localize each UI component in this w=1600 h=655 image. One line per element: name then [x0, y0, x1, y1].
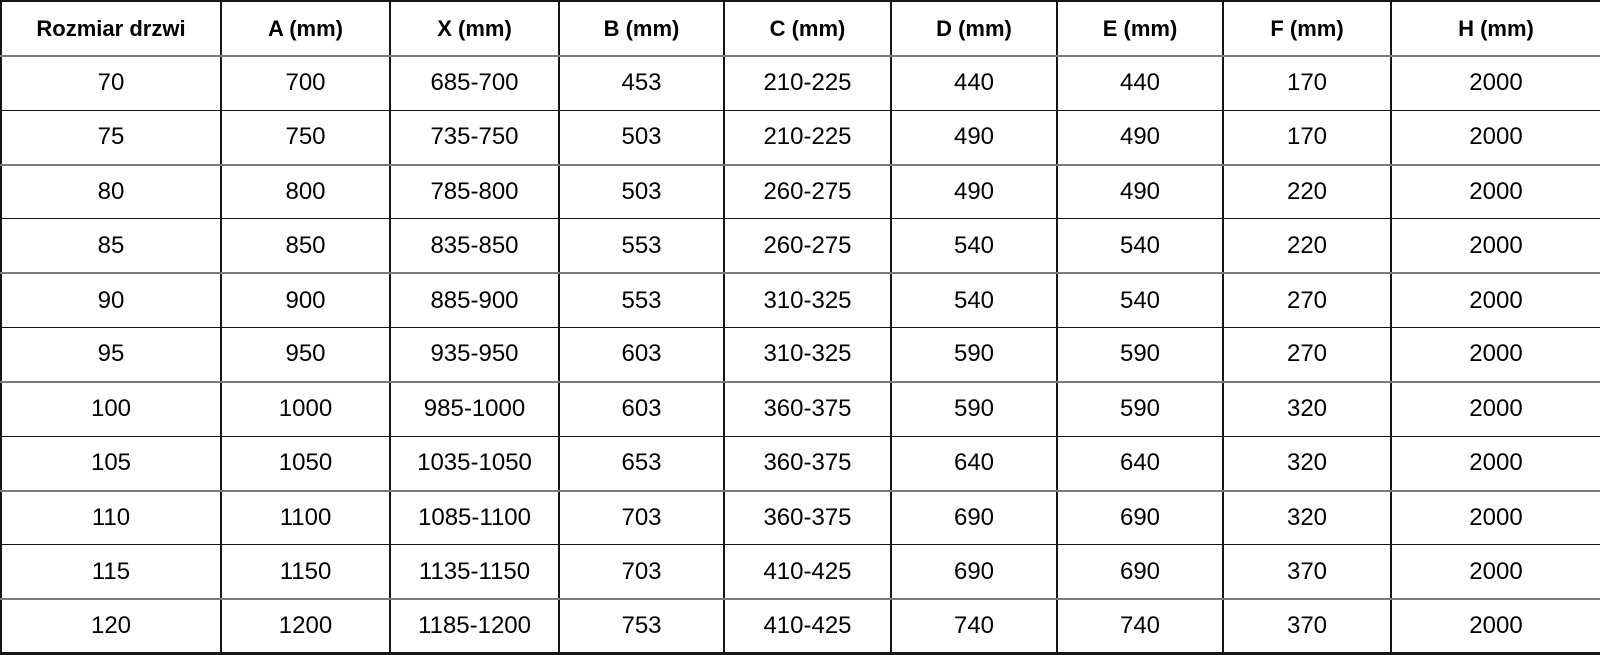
table-cell: 1185-1200	[390, 599, 559, 653]
table-row	[1, 56, 1600, 110]
table-cell: 410-425	[724, 545, 891, 599]
table-cell: 690	[891, 545, 1057, 599]
table-cell: 490	[1057, 110, 1223, 164]
table-cell: 1050	[221, 436, 390, 490]
table-cell: 740	[891, 599, 1057, 653]
column-header-d-mm: D (mm)	[891, 1, 1057, 56]
table-cell: 690	[1057, 545, 1223, 599]
table-cell: 690	[891, 491, 1057, 545]
table-cell: 2000	[1391, 219, 1600, 273]
table-cell: 590	[891, 382, 1057, 436]
table-cell: 553	[559, 219, 724, 273]
table-cell: 703	[559, 491, 724, 545]
table-row	[1, 545, 1600, 599]
table-cell: 1035-1050	[390, 436, 559, 490]
table-cell: 2000	[1391, 273, 1600, 327]
table-cell: 740	[1057, 599, 1223, 653]
table-cell: 2000	[1391, 545, 1600, 599]
table-cell: 490	[1057, 165, 1223, 219]
table-cell: 900	[221, 273, 390, 327]
table-cell: 260-275	[724, 165, 891, 219]
table-cell: 453	[559, 56, 724, 110]
table-cell: 75	[1, 110, 221, 164]
table-cell: 95	[1, 328, 221, 382]
table-cell: 410-425	[724, 599, 891, 653]
table-cell: 735-750	[390, 110, 559, 164]
table-cell: 490	[891, 110, 1057, 164]
table-cell: 320	[1223, 491, 1391, 545]
table-cell: 690	[1057, 491, 1223, 545]
table-cell: 590	[1057, 382, 1223, 436]
table-cell: 85	[1, 219, 221, 273]
table-cell: 850	[221, 219, 390, 273]
table-cell: 320	[1223, 436, 1391, 490]
table-cell: 115	[1, 545, 221, 599]
table-row	[1, 165, 1600, 219]
table-cell: 540	[1057, 219, 1223, 273]
table-cell: 2000	[1391, 599, 1600, 653]
table-cell: 2000	[1391, 436, 1600, 490]
table-cell: 310-325	[724, 273, 891, 327]
column-header-rozmiar-drzwi: Rozmiar drzwi	[1, 1, 221, 56]
table-row	[1, 273, 1600, 327]
table-cell: 105	[1, 436, 221, 490]
table-cell: 2000	[1391, 328, 1600, 382]
column-header-x-mm: X (mm)	[390, 1, 559, 56]
table-cell: 360-375	[724, 382, 891, 436]
table-cell: 440	[1057, 56, 1223, 110]
table-cell: 80	[1, 165, 221, 219]
table-cell: 440	[891, 56, 1057, 110]
table-cell: 750	[221, 110, 390, 164]
table-cell: 700	[221, 56, 390, 110]
table-cell: 540	[891, 273, 1057, 327]
column-header-f-mm: F (mm)	[1223, 1, 1391, 56]
table-cell: 110	[1, 491, 221, 545]
table-cell: 1100	[221, 491, 390, 545]
table-cell: 210-225	[724, 56, 891, 110]
table-cell: 653	[559, 436, 724, 490]
table-cell: 703	[559, 545, 724, 599]
table-cell: 170	[1223, 56, 1391, 110]
table-cell: 640	[1057, 436, 1223, 490]
table-cell: 503	[559, 165, 724, 219]
table-cell: 270	[1223, 273, 1391, 327]
table-cell: 800	[221, 165, 390, 219]
table-cell: 260-275	[724, 219, 891, 273]
table-cell: 360-375	[724, 491, 891, 545]
table-cell: 120	[1, 599, 221, 653]
table-cell: 603	[559, 382, 724, 436]
table-cell: 1135-1150	[390, 545, 559, 599]
table-cell: 270	[1223, 328, 1391, 382]
table-cell: 540	[891, 219, 1057, 273]
table-cell: 590	[891, 328, 1057, 382]
table-cell: 685-700	[390, 56, 559, 110]
table-cell: 2000	[1391, 56, 1600, 110]
table-row	[1, 436, 1600, 490]
table-cell: 210-225	[724, 110, 891, 164]
table-cell: 785-800	[390, 165, 559, 219]
table-cell: 2000	[1391, 491, 1600, 545]
table-cell: 1200	[221, 599, 390, 653]
table-cell: 640	[891, 436, 1057, 490]
table-row	[1, 382, 1600, 436]
column-header-e-mm: E (mm)	[1057, 1, 1223, 56]
table-cell: 220	[1223, 165, 1391, 219]
table-cell: 2000	[1391, 110, 1600, 164]
table-cell: 2000	[1391, 382, 1600, 436]
table-cell: 985-1000	[390, 382, 559, 436]
table-cell: 370	[1223, 599, 1391, 653]
table-cell: 100	[1, 382, 221, 436]
table-row	[1, 599, 1600, 653]
table-cell: 935-950	[390, 328, 559, 382]
table-row	[1, 328, 1600, 382]
table-cell: 835-850	[390, 219, 559, 273]
header-row	[1, 1, 1600, 56]
column-header-a-mm: A (mm)	[221, 1, 390, 56]
table-cell: 885-900	[390, 273, 559, 327]
table-cell: 360-375	[724, 436, 891, 490]
table-cell: 1085-1100	[390, 491, 559, 545]
table-cell: 1150	[221, 545, 390, 599]
table-cell: 603	[559, 328, 724, 382]
column-header-h-mm: H (mm)	[1391, 1, 1600, 56]
column-header-c-mm: C (mm)	[724, 1, 891, 56]
table-row	[1, 491, 1600, 545]
table-cell: 950	[221, 328, 390, 382]
table-cell: 1000	[221, 382, 390, 436]
table-cell: 320	[1223, 382, 1391, 436]
table-cell: 503	[559, 110, 724, 164]
table-cell: 370	[1223, 545, 1391, 599]
table-cell: 590	[1057, 328, 1223, 382]
table-cell: 170	[1223, 110, 1391, 164]
table-cell: 220	[1223, 219, 1391, 273]
table-cell: 553	[559, 273, 724, 327]
column-header-b-mm: B (mm)	[559, 1, 724, 56]
table-cell: 2000	[1391, 165, 1600, 219]
table-body	[1, 56, 1600, 654]
table-cell: 753	[559, 599, 724, 653]
table-cell: 70	[1, 56, 221, 110]
table-cell: 540	[1057, 273, 1223, 327]
table-cell: 310-325	[724, 328, 891, 382]
table-cell: 90	[1, 273, 221, 327]
table-row	[1, 110, 1600, 164]
table-cell: 490	[891, 165, 1057, 219]
table-row	[1, 219, 1600, 273]
